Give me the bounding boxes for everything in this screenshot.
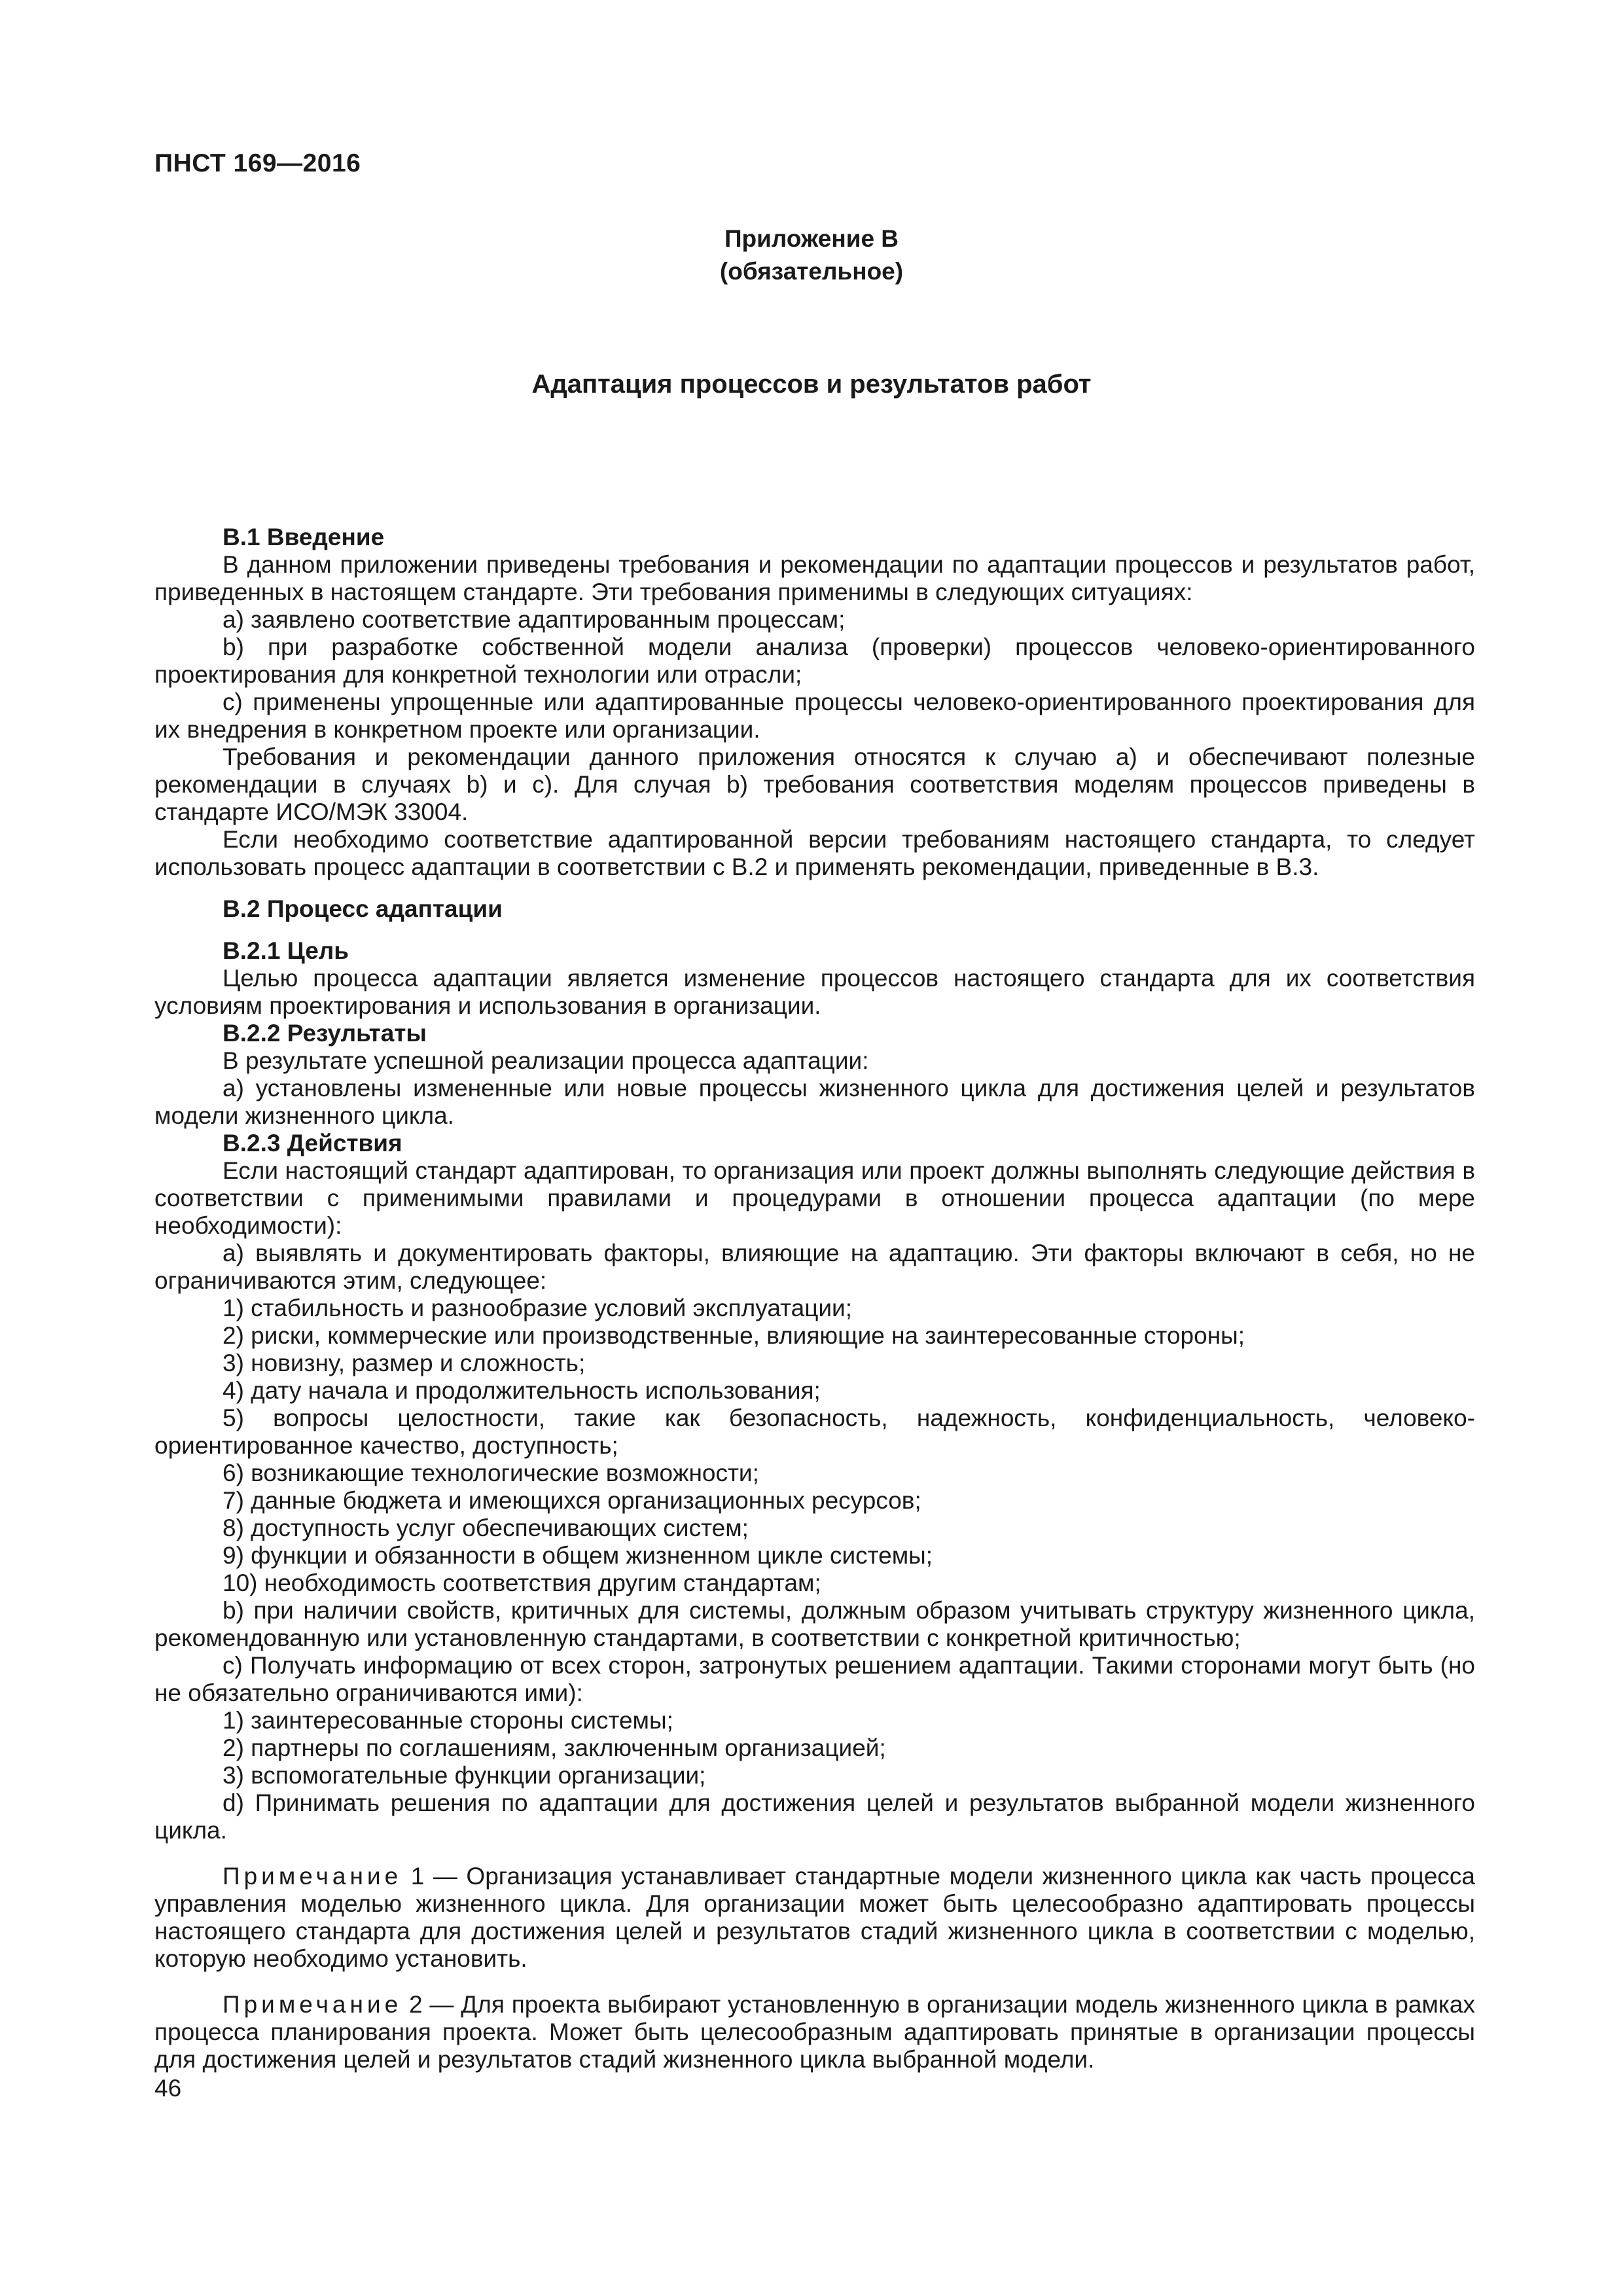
list-item: 2) партнеры по соглашениям, заключенным организацией; [223,1734,886,1761]
list-item: 8) доступность услуг обеспечивающих систем; [223,1515,749,1541]
note-label: Примечание [223,1991,402,2018]
note-number: 2 — [402,1991,461,2018]
paragraph: Требования и рекомендации данного приложения относятся к случаю a) и обеспечивают полезные рекомендации в случаях b) и c). Для случая b) требования соответствия моделям процессов приведены в стандарте ИСО/МЭК 33004. [154,744,1475,825]
list-item: 6) возникающие технологические возможности; [223,1460,759,1486]
document-body [154,524,1475,2073]
list-item: c) применены упрощенные или адаптированные процессы человеко-ориентированного проектирования для их внедрения в конкретном проекте или организации. [154,689,1475,743]
section-heading-b22: В.2.2 Результаты [223,1020,427,1047]
page-number: 46 [154,2075,182,2102]
list-item: 3) вспомогательные функции организации; [223,1762,706,1789]
note-text: Для проекта выбирают установленную в организации модель жизненного цикла в рамках процесса планирования проекта. Может быть целесообразным адаптировать принятые в организации процессы для достижения целей и результатов стадий жизненного цикла выбранной модели. [154,1991,1475,2073]
appendix-status: (обязательное) [719,258,904,285]
appendix-label: Приложение В [724,225,899,252]
list-item: a) установлены измененные или новые процессы жизненного цикла для достижения целей и результатов модели жизненного цикла. [154,1075,1475,1129]
note-2 [154,1991,1475,2073]
section-heading-b2: В.2 Процесс адаптации [223,895,503,922]
list-item: 10) необходимость соответствия другим стандартам; [223,1570,821,1596]
paragraph: В данном приложении приведены требования и рекомендации по адаптации процессов и результатов работ, приведенных в настоящем стандарте. Эти требования применимы в следующих ситуациях: [154,551,1475,605]
list-item: 3) новизну, размер и сложность; [223,1350,586,1376]
appendix-heading [0,223,1623,288]
note-number: 1 — [402,1863,467,1890]
list-item: d) Принимать решения по адаптации для достижения целей и результатов выбранной модели жизненного цикла. [154,1789,1475,1844]
list-item: 9) функции и обязанности в общем жизненном цикле системы; [223,1542,933,1569]
paragraph: Если настоящий стандарт адаптирован, то организация или проект должны выполнять следующие действия в соответствии с применимыми правилами и процедурами в отношении процесса адаптации (по мере необходимости): [154,1157,1475,1239]
note-text: Организация устанавливает стандартные модели жизненного цикла как часть процесса управления моделью жизненного цикла. Для организации может быть целесообразно адаптировать процессы настоящего стандарта для достижения целей и результатов стадий жизненного цикла в соответствии с моделью, которую необходимо установить. [154,1863,1475,1972]
list-item: c) Получать информацию от всех сторон, затронутых решением адаптации. Такими сторонами могут быть (но не обязательно ограничиваются ими): [154,1652,1475,1706]
list-item: 1) стабильность и разнообразие условий эксплуатации; [223,1295,852,1321]
list-item: 4) дату начала и продолжительность использования; [223,1377,821,1404]
paragraph: В результате успешной реализации процесса адаптации: [223,1047,869,1074]
section-heading-b21: В.2.1 Цель [223,937,349,964]
note-label: Примечание [223,1863,402,1890]
list-item: a) заявлено соответствие адаптированным процессам; [223,606,846,633]
list-item: b) при разработке собственной модели анализа (проверки) процессов человеко-ориентированного проектирования для конкретной технологии или отрасли; [154,634,1475,688]
paragraph: Если необходимо соответствие адаптированной версии требованиям настоящего стандарта, то следует использовать процесс адаптации в соответствии с В.2 и применять рекомендации, приведенные в В.3. [154,826,1475,880]
list-item: b) при наличии свойств, критичных для системы, должным образом учитывать структуру жизненного цикла, рекомендованную или установленную стандартами, в соответствии с конкретной критичностью; [154,1597,1475,1651]
list-item: 7) данные бюджета и имеющихся организационных ресурсов; [223,1487,921,1514]
list-item: 5) вопросы целостности, такие как безопасность, надежность, конфиденциальность, человеко-ориентированное качество, доступность; [154,1405,1475,1459]
note-1 [154,1863,1475,1973]
list-item: 2) риски, коммерческие или производственные, влияющие на заинтересованные стороны; [223,1322,1245,1349]
appendix-title: Адаптация процессов и результатов работ [531,370,1092,399]
section-heading-b1: В.1 Введение [223,524,385,550]
document-code: ПНСТ 169—2016 [154,149,361,177]
section-heading-b23: В.2.3 Действия [223,1130,402,1157]
list-item: 1) заинтересованные стороны системы; [223,1707,673,1734]
list-item: a) выявлять и документировать факторы, влияющие на адаптацию. Эти факторы включают в себя, но не ограничиваются этим, следующее: [154,1240,1475,1294]
paragraph: Целью процесса адаптации является изменение процессов настоящего стандарта для их соответствия условиям проектирования и использования в организации. [154,965,1475,1019]
